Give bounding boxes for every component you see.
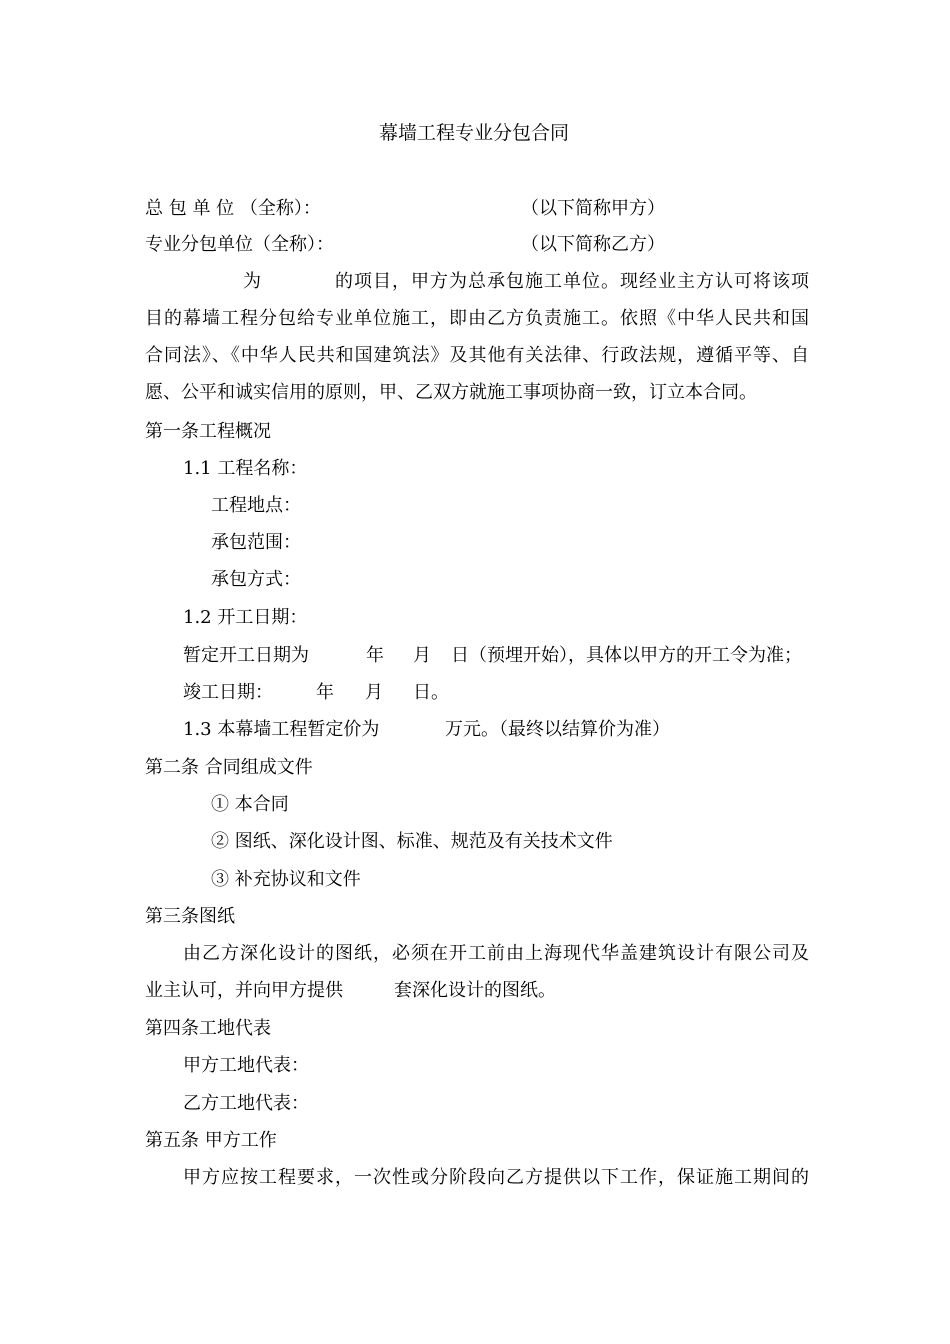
article-2-heading: 第二条 合同组成文件 <box>145 757 313 778</box>
completion-month: 月 <box>365 682 383 703</box>
article-3-line-2b: 套深化设计的图纸。 <box>394 980 556 1001</box>
general-contractor-suffix: （以下简称甲方） <box>521 198 665 219</box>
item-1-3-label: 1.3 本幕墙工程暂定价为 <box>183 719 380 740</box>
article-5-heading: 第五条 甲方工作 <box>145 1130 277 1151</box>
preamble-line-3: 合同法》、《中华人民共和国建筑法》及其他有关法律、行政法规，遵循平等、自 <box>145 345 809 366</box>
project-location: 工程地点： <box>211 495 301 516</box>
start-date-label: 暂定开工日期为 <box>183 645 309 666</box>
preamble-line-1: 的项目，甲方为总承包施工单位。现经业主方认可将该项 <box>335 271 809 292</box>
item-1-3-note: 万元。（最终以结算价为准） <box>445 719 670 740</box>
contract-mode: 承包方式： <box>211 569 301 590</box>
general-contractor-label: 总 包 单 位 （全称）： <box>145 198 321 219</box>
completion-day: 日。 <box>413 682 449 703</box>
article-5-line-1: 甲方应按工程要求，一次性或分阶段向乙方提供以下工作，保证施工期间的 <box>183 1167 809 1188</box>
preamble-for: 为 <box>243 271 261 292</box>
subcontractor-label: 专业分包单位（全称）： <box>145 234 334 255</box>
article-4-heading: 第四条工地代表 <box>145 1018 271 1039</box>
preamble-line-4: 愿、公平和诚实信用的原则，甲、乙双方就施工事项协商一致，订立本合同。 <box>145 382 757 403</box>
contract-document-item: ③ 补充协议和文件 <box>211 869 361 890</box>
start-year: 年 <box>366 645 384 666</box>
start-day: 日（预埋开始），具体以甲方的开工令为准； <box>451 645 802 666</box>
preamble-line-2: 目的幕墙工程分包给专业单位施工，即由乙方负责施工。依照《中华人民共和国 <box>145 308 809 329</box>
subcontractor-suffix: （以下简称乙方） <box>521 234 665 255</box>
article-1-heading: 第一条工程概况 <box>145 421 271 442</box>
article-3-line-2a: 业主认可，并向甲方提供 <box>145 980 343 1001</box>
contract-document-item: ② 图纸、深化设计图、标准、规范及有关技术文件 <box>211 831 613 852</box>
item-1-2: 1.2 开工日期： <box>183 607 308 628</box>
completion-date-label: 竣工日期： <box>183 682 273 703</box>
article-3-line-1: 由乙方深化设计的图纸，必须在开工前由上海现代华盖建筑设计有限公司及 <box>183 943 809 964</box>
party-b-site-rep: 乙方工地代表： <box>183 1093 309 1114</box>
item-1-1: 1.1 工程名称： <box>183 458 308 479</box>
completion-year: 年 <box>316 682 334 703</box>
party-a-site-rep: 甲方工地代表： <box>183 1055 309 1076</box>
contract-scope: 承包范围： <box>211 532 301 553</box>
document-title: 幕墙工程专业分包合同 <box>379 122 570 144</box>
article-3-heading: 第三条图纸 <box>145 906 235 927</box>
contract-document-item: ① 本合同 <box>211 794 289 815</box>
start-month: 月 <box>413 645 431 666</box>
